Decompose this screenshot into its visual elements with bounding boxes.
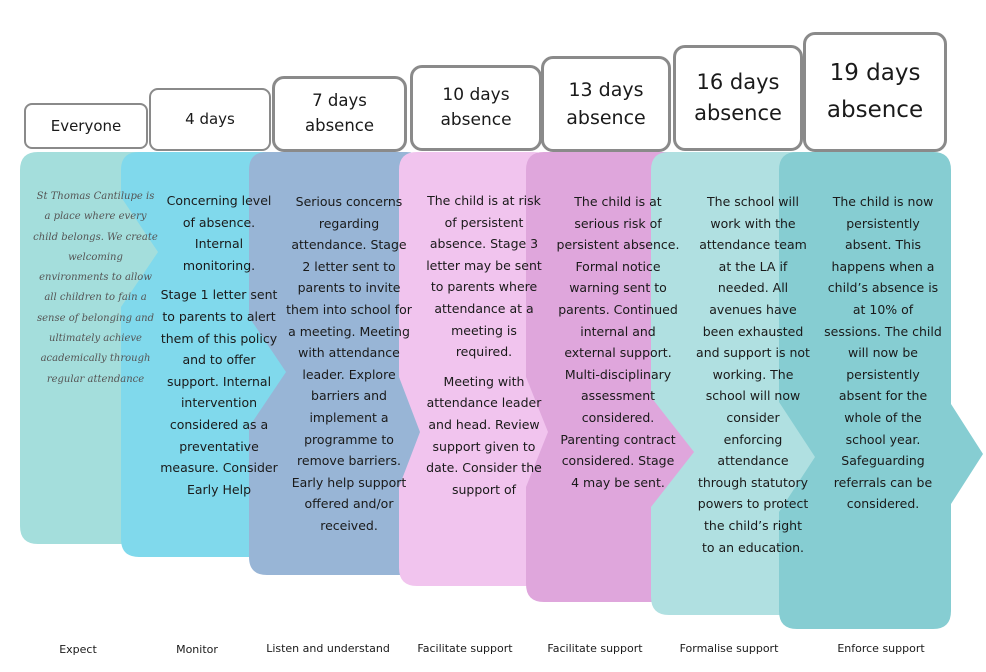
stage-body-paragraph: The child is at risk of persistent absence. Stage 3 letter may be sent to parents where attendance at a meeting is required. [426, 193, 542, 360]
stage-body-7-days [286, 191, 412, 537]
stage-body-everyone [33, 187, 158, 390]
stage-footer-expect: Expect [59, 643, 97, 656]
stage-body-paragraph: The school will work with the attendance team at the LA if needed. All avenues have been exhausted and support is not working. The school will now consider enforcing attendance through statutory powers to protect the child’s right to an education. [696, 194, 810, 555]
stage-header-16-days: 16 days absence [673, 45, 803, 151]
stage-body-paragraph: Stage 1 letter sent to parents to alert them of this policy and to offer support. Internal intervention considered as a preventative measure. Consider Early Help [160, 287, 278, 497]
stage-header-everyone: Everyone [24, 103, 148, 149]
stage-footer-facilitate-2: Facilitate support [547, 642, 643, 655]
stage-body-13-days [556, 191, 680, 493]
stage-header-4-days: 4 days [149, 88, 271, 151]
stage-body-paragraph: St Thomas Cantilupe is a place where every child belongs. We create welcoming environments to allow all children to fain a sense of belonging and ultimately achieve academically through regular attendance [33, 191, 158, 385]
stage-header-10-days: 10 days absence [410, 65, 542, 151]
stage-footer-facilitate-1: Facilitate support [417, 642, 513, 655]
stage-footer-monitor: Monitor [176, 643, 218, 656]
stage-footer-listen: Listen and understand [266, 642, 390, 655]
stage-body-paragraph: The child is at serious risk of persistent absence. Formal notice warning sent to parents. Continued internal and external support. Multi-disciplinary assessment considered. Parenting contract considered. Stage 4 may be sent. [556, 194, 680, 490]
stage-body-4-days [160, 190, 278, 500]
stage-header-7-days: 7 days absence [272, 76, 407, 152]
stage-body-paragraph: Serious concerns regarding attendance. Stage 2 letter sent to parents to invite them into school for a meeting. Meeting with attendance leader. Explore barriers and implement a programme to remove barriers. Early help support offered and/or received. [286, 194, 412, 533]
stage-footer-enforce: Enforce support [837, 642, 925, 655]
stage-header-13-days: 13 days absence [541, 56, 671, 152]
stage-header-19-days: 19 days absence [803, 32, 947, 152]
stage-body-16-days [696, 191, 810, 558]
stage-body-paragraph: Meeting with attendance leader and head. Review support given to date. Consider the support of [426, 373, 542, 497]
stage-body-19-days [823, 191, 943, 515]
stage-body-10-days [425, 190, 543, 500]
stage-footer-formalise: Formalise support [679, 642, 779, 655]
stage-body-paragraph: The child is now persistently absent. This happens when a child’s absence is at 10% of sessions. The child will now be persistently absent for the whole of the school year. Safeguarding referrals can be considered. [824, 194, 942, 512]
stage-body-paragraph: Concerning level of absence. Internal monitoring. [166, 193, 272, 273]
